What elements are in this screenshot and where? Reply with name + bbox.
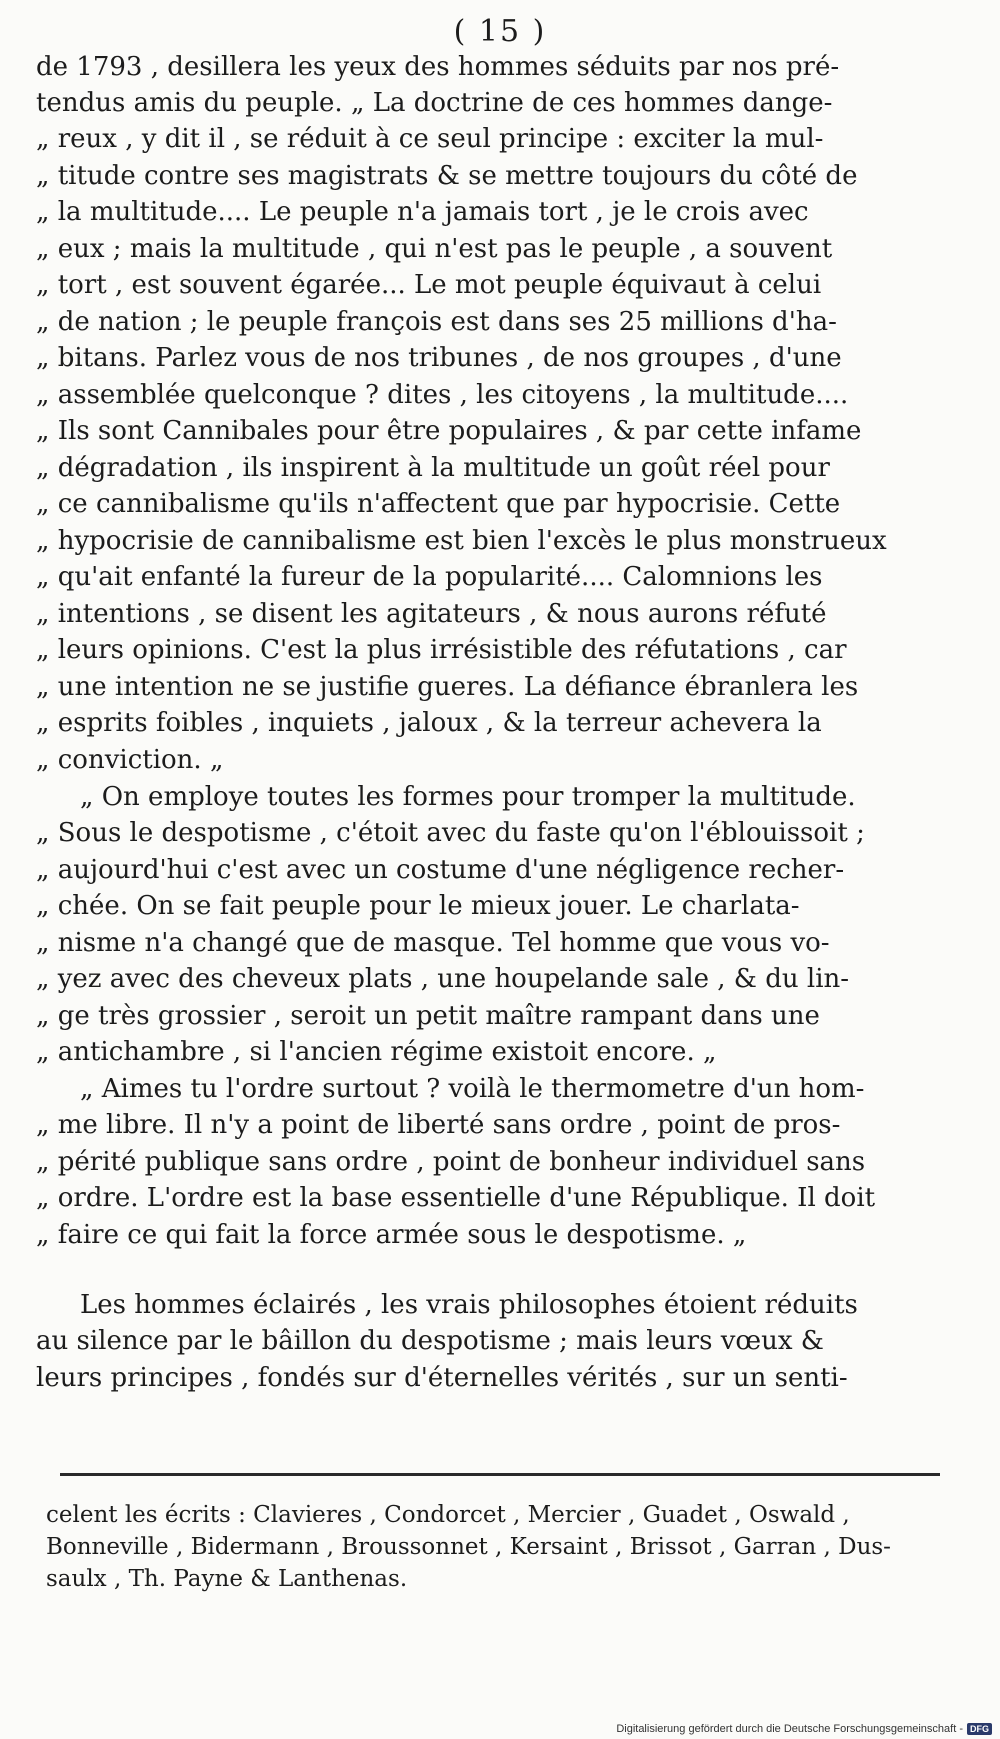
body-line: „ ce cannibalisme qu'ils n'affectent que par hypocrisie. Cette [36,489,841,519]
body-line: „ Sous le despotisme , c'étoit avec du faste qu'on l'éblouissoit ; [36,818,865,848]
body-line: „ eux ; mais la multitude , qui n'est pas le peuple , a souvent [36,234,833,264]
body-line: „ faire ce qui fait la force armée sous le despotisme. „ [36,1220,747,1250]
body-line: de 1793 , desillera les yeux des hommes séduits par nos pré- [36,52,840,82]
body-line: „ ge très grossier , seroit un petit maître rampant dans une [36,1001,820,1031]
body-line: „ Aimes tu l'ordre surtout ? voilà le thermometre d'un hom- [80,1074,865,1104]
body-line: „ conviction. „ [36,745,224,775]
footnote-line: saulx , Th. Payne & Lanthenas. [46,1566,408,1592]
body-line: „ ordre. L'ordre est la base essentielle d'une République. Il doit [36,1183,876,1213]
body-line: „ tort , est souvent égarée... Le mot peuple équivaut à celui [36,270,822,300]
page-number: ( 15 ) [453,14,547,49]
body-line: „ antichambre , si l'ancien régime existoit encore. „ [36,1037,717,1067]
body-line: „ me libre. Il n'y a point de liberté sans ordre , point de pros- [36,1110,841,1140]
body-line: „ périté publique sans ordre , point de bonheur individuel sans [36,1147,866,1177]
body-line: „ On employe toutes les formes pour tromper la multitude. [80,782,856,812]
body-line: „ une intention ne se justifie gueres. La défiance ébranlera les [36,672,859,702]
footnote-line: Bonneville , Bidermann , Broussonnet , Kersaint , Brissot , Garran , Dus- [46,1534,891,1560]
body-line: „ leurs opinions. C'est la plus irrésistible des réfutations , car [36,635,847,665]
body-line: „ bitans. Parlez vous de nos tribunes , de nos groupes , d'une [36,343,842,373]
dfg-logo-icon: DFG [967,1723,992,1735]
body-line: „ hypocrisie de cannibalisme est bien l'excès le plus monstrueux [36,526,887,556]
body-line: „ qu'ait enfanté la fureur de la popularité.... Calomnions les [36,562,823,592]
body-line: tendus amis du peuple. „ La doctrine de ces hommes dange- [36,88,833,118]
body-line: „ nisme n'a changé que de masque. Tel homme que vous vo- [36,928,830,958]
body-line: „ assemblée quelconque ? dites , les citoyens , la multitude.... [36,380,849,410]
body-line: „ yez avec des cheveux plats , une houpelande sale , & du lin- [36,964,850,994]
body-line: au silence par le bâillon du despotisme ; mais leurs vœux & [36,1326,824,1356]
body-line: „ intentions , se disent les agitateurs , & nous aurons réfuté [36,599,827,629]
body-line: „ aujourd'hui c'est avec un costume d'une négligence recher- [36,855,845,885]
body-line: „ chée. On se fait peuple pour le mieux jouer. Le charlata- [36,891,800,921]
body-line: „ esprits foibles , inquiets , jaloux , & la terreur achevera la [36,708,822,738]
footnote-line: celent les écrits : Clavieres , Condorcet , Mercier , Guadet , Oswald , [46,1502,850,1528]
body-line: „ la multitude.... Le peuple n'a jamais tort , je le crois avec [36,197,809,227]
body-line: „ titude contre ses magistrats & se mettre toujours du côté de [36,161,858,191]
footer-text: Digitalisierung gefördert durch die Deutsche Forschungsgemeinschaft - [616,1723,963,1735]
body-line: leurs principes , fondés sur d'éternelles vérités , sur un senti- [36,1363,848,1393]
body-line: „ reux , y dit il , se réduit à ce seul principe : exciter la mul- [36,124,824,154]
body-line: „ Ils sont Cannibales pour être populaires , & par cette infame [36,416,862,446]
body-line: Les hommes éclairés , les vrais philosophes étoient réduits [80,1290,858,1320]
body-line: „ de nation ; le peuple françois est dans ses 25 millions d'ha- [36,307,837,337]
body-line: „ dégradation , ils inspirent à la multitude un goût réel pour [36,453,830,483]
footnote-separator [60,1473,940,1476]
digitization-footer [616,1723,992,1735]
